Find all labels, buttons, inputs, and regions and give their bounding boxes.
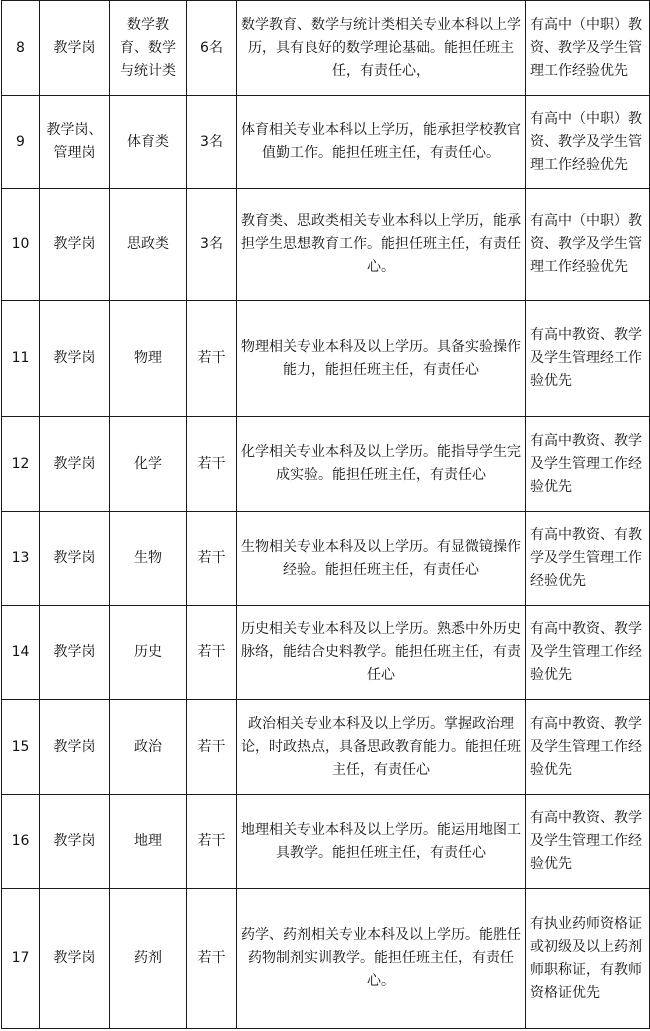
preference: 有高中（中职）教资、教学及学生管理工作经验优先	[526, 189, 650, 301]
post-type: 教学岗	[40, 700, 110, 795]
requirement: 化学相关专业本科及以上学历。能指导学生完成实验。能担任班主任，有责任心	[237, 417, 526, 512]
requirement: 物理相关专业本科及以上学历。具备实验操作能力，能担任班主任，有责任心	[237, 301, 526, 417]
subject: 数学教育、数学与统计类	[110, 1, 187, 96]
preference: 有高中教资、有教学及学生管理工作经验优先	[526, 512, 650, 606]
headcount: 若干	[187, 606, 237, 700]
subject: 物理	[110, 301, 187, 417]
row-number: 8	[2, 1, 40, 96]
row-number: 9	[2, 96, 40, 189]
headcount: 3名	[187, 96, 237, 189]
subject: 生物	[110, 512, 187, 606]
table-row	[2, 606, 650, 700]
preference: 有高中教资、教学及学生管理工作经验优先	[526, 700, 650, 795]
subject: 历史	[110, 606, 187, 700]
requirement: 地理相关专业本科及以上学历。能运用地图工具教学。能担任班主任，有责任心	[237, 795, 526, 889]
headcount: 若干	[187, 512, 237, 606]
requirement: 政治相关专业本科及以上学历。掌握政治理论，时政热点，具备思政教育能力。能担任班主任，有责任心	[237, 700, 526, 795]
preference: 有高中教资、教学及学生管理工作经验优先	[526, 606, 650, 700]
post-type: 教学岗	[40, 512, 110, 606]
post-type: 教学岗	[40, 417, 110, 512]
row-number: 13	[2, 512, 40, 606]
row-number: 11	[2, 301, 40, 417]
subject: 政治	[110, 700, 187, 795]
post-type: 教学岗	[40, 606, 110, 700]
preference: 有高中教资、教学及学生管理工作经验优先	[526, 795, 650, 889]
subject: 地理	[110, 795, 187, 889]
post-type: 教学岗、管理岗	[40, 96, 110, 189]
table-row	[2, 189, 650, 301]
row-number: 14	[2, 606, 40, 700]
preference: 有高中教资、教学及学生管理经工作验优先	[526, 301, 650, 417]
post-type: 教学岗	[40, 301, 110, 417]
requirement: 体育相关专业本科以上学历，能承担学校教官值勤工作。能担任班主任，有责任心。	[237, 96, 526, 189]
post-type: 教学岗	[40, 889, 110, 1029]
headcount: 若干	[187, 795, 237, 889]
recruitment-table	[1, 0, 650, 1029]
subject: 体育类	[110, 96, 187, 189]
subject: 思政类	[110, 189, 187, 301]
preference: 有高中教资、教学及学生管理工作经验优先	[526, 417, 650, 512]
preference: 有执业药师资格证或初级及以上药剂师职称证，有教师资格证优先	[526, 889, 650, 1029]
headcount: 若干	[187, 700, 237, 795]
table-row	[2, 889, 650, 1029]
row-number: 17	[2, 889, 40, 1029]
table-row	[2, 795, 650, 889]
preference: 有高中（中职）教资、教学及学生管理工作经验优先	[526, 96, 650, 189]
post-type: 教学岗	[40, 1, 110, 96]
row-number: 16	[2, 795, 40, 889]
table-row	[2, 512, 650, 606]
subject: 药剂	[110, 889, 187, 1029]
table-row	[2, 417, 650, 512]
table-row	[2, 301, 650, 417]
headcount: 若干	[187, 889, 237, 1029]
subject: 化学	[110, 417, 187, 512]
requirement: 数学教育、数学与统计类相关专业本科以上学历，具有良好的数学理论基础。能担任班主任，有责任心，	[237, 1, 526, 96]
headcount: 3名	[187, 189, 237, 301]
requirement: 生物相关专业本科及以上学历。有显微镜操作经验。能担任班主任，有责任心	[237, 512, 526, 606]
requirement: 历史相关专业本科及以上学历。熟悉中外历史脉络，能结合史料教学。能担任班主任，有责任心	[237, 606, 526, 700]
row-number: 15	[2, 700, 40, 795]
post-type: 教学岗	[40, 795, 110, 889]
headcount: 6名	[187, 1, 237, 96]
requirement: 药学、药剂相关专业本科及以上学历。能胜任药物制剂实训教学。能担任班主任，有责任心。	[237, 889, 526, 1029]
table-row	[2, 700, 650, 795]
preference: 有高中（中职）教资、教学及学生管理工作经验优先	[526, 1, 650, 96]
table-row	[2, 96, 650, 189]
post-type: 教学岗	[40, 189, 110, 301]
headcount: 若干	[187, 301, 237, 417]
requirement: 教育类、思政类相关专业本科以上学历，能承担学生思想教育工作。能担任班主任，有责任心。	[237, 189, 526, 301]
table-row	[2, 1, 650, 96]
row-number: 12	[2, 417, 40, 512]
row-number: 10	[2, 189, 40, 301]
headcount: 若干	[187, 417, 237, 512]
